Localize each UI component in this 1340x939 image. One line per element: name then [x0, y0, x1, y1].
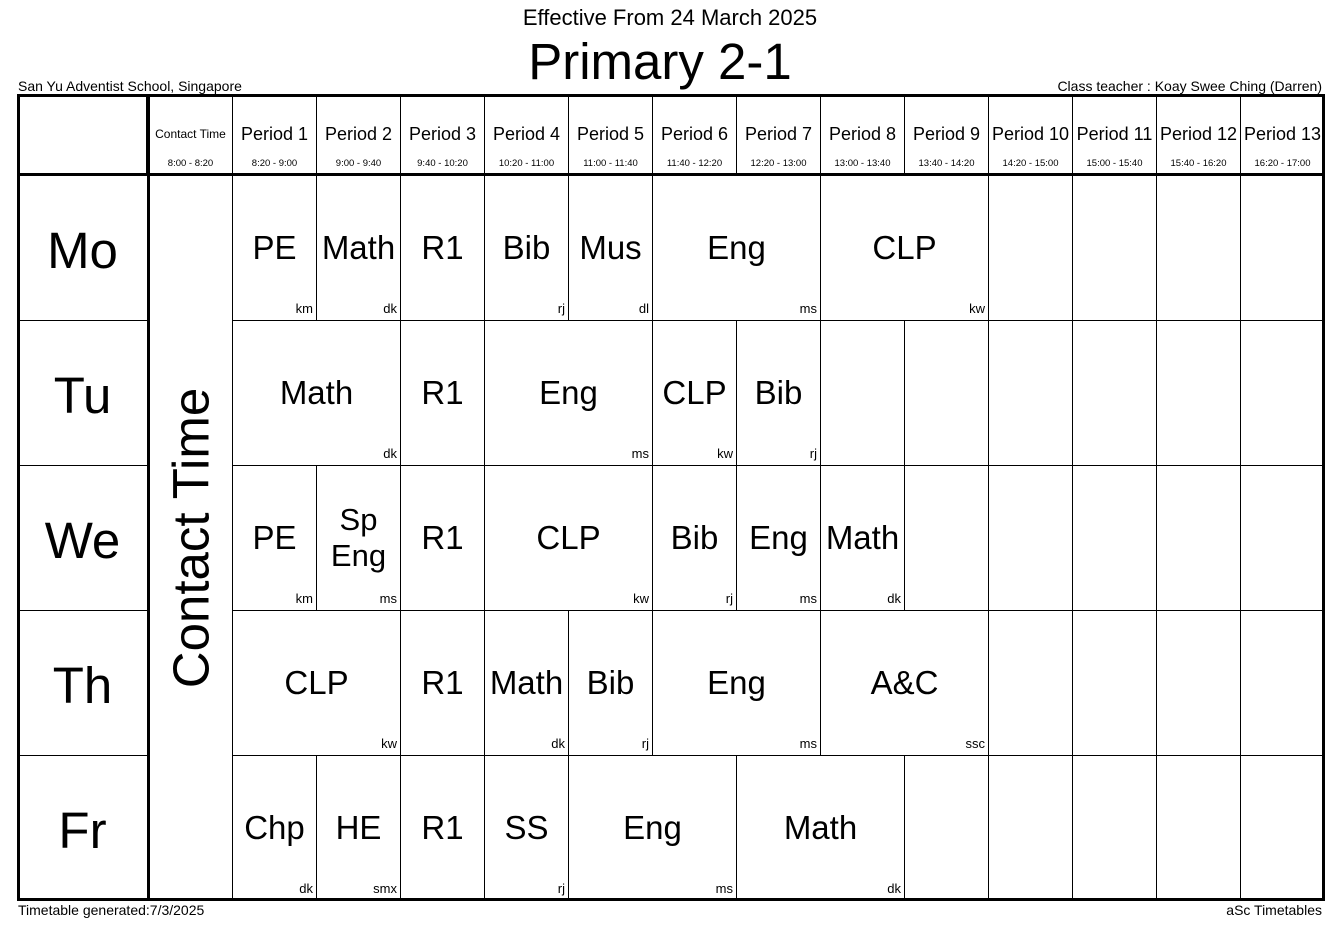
day-label: We	[44, 512, 121, 569]
school-name: San Yu Adventist School, Singapore	[18, 78, 242, 94]
lesson-cell	[401, 466, 485, 611]
class-teacher: Class teacher : Koay Swee Ching (Darren)	[1057, 78, 1322, 94]
lesson-subject: Bib	[754, 374, 803, 411]
empty-cell	[989, 176, 1073, 321]
lesson-subject: Eng	[707, 229, 766, 266]
empty-cell	[1073, 466, 1157, 611]
lesson-subject: Math	[321, 229, 396, 266]
lesson-subject: CLP	[536, 519, 601, 556]
lesson-subject: R1	[421, 809, 464, 846]
lesson-cell	[233, 321, 401, 466]
lesson-subject: R1	[421, 519, 464, 556]
lesson-cell	[821, 176, 989, 321]
period-time: 14:20 - 15:00	[1002, 158, 1059, 169]
header-period-4	[485, 94, 569, 176]
lesson-cell	[485, 466, 653, 611]
day-cell-th	[17, 611, 149, 756]
header-period-10	[989, 94, 1073, 176]
empty-cell	[1073, 321, 1157, 466]
lesson-teacher: ssc	[965, 736, 985, 751]
lesson-teacher: ms	[715, 881, 733, 896]
period-label: Period 5	[576, 124, 645, 144]
day-label: Fr	[58, 802, 107, 859]
empty-cell	[1073, 176, 1157, 321]
header-period-2	[317, 94, 401, 176]
period-label: Contact Time	[155, 127, 226, 141]
lesson-teacher: km	[295, 591, 313, 606]
lesson-subject: PE	[252, 229, 297, 266]
period-time: 9:40 - 10:20	[417, 158, 468, 169]
header-period-12	[1157, 94, 1241, 176]
lesson-cell	[737, 466, 821, 611]
lesson-cell	[569, 611, 653, 756]
lesson-subject: Math	[489, 664, 564, 701]
period-time: 16:20 - 17:00	[1254, 158, 1311, 169]
period-label: Period 10	[991, 124, 1070, 144]
day-label: Th	[52, 657, 113, 714]
lesson-teacher: ms	[799, 736, 817, 751]
lesson-subject: Math	[825, 519, 900, 556]
lesson-cell	[653, 466, 737, 611]
empty-cell	[989, 756, 1073, 901]
period-label: Period 1	[240, 124, 309, 144]
lesson-subject: R1	[421, 664, 464, 701]
lesson-subject: Bib	[670, 519, 719, 556]
lesson-teacher: kw	[381, 736, 397, 751]
lesson-subject: SS	[504, 809, 549, 846]
period-label: Period 13	[1243, 124, 1322, 144]
lesson-cell	[401, 756, 485, 901]
lesson-cell	[653, 176, 821, 321]
lesson-cell	[233, 466, 317, 611]
day-cell-fr	[17, 756, 149, 901]
lesson-teacher: rj	[557, 881, 565, 896]
lesson-subject: Eng	[707, 664, 766, 701]
lesson-cell	[317, 466, 401, 611]
empty-cell	[821, 321, 905, 466]
lesson-subject: Bib	[502, 229, 551, 266]
lesson-teacher: kw	[717, 446, 733, 461]
lesson-teacher: ms	[631, 446, 649, 461]
empty-cell	[1241, 176, 1325, 321]
period-time: 9:00 - 9:40	[335, 158, 382, 169]
lesson-teacher: ms	[379, 591, 397, 606]
lesson-cell	[233, 176, 317, 321]
lesson-subject: Eng	[539, 374, 598, 411]
corner-cell	[17, 94, 149, 176]
empty-cell	[905, 756, 989, 901]
lesson-cell	[821, 611, 989, 756]
lesson-cell	[569, 756, 737, 901]
lesson-subject: PE	[252, 519, 297, 556]
header-contact-time	[149, 94, 233, 176]
header-period-3	[401, 94, 485, 176]
empty-cell	[1157, 611, 1241, 756]
empty-cell	[1073, 756, 1157, 901]
lesson-teacher: rj	[809, 446, 817, 461]
lesson-subject: CLP	[662, 374, 727, 411]
period-label: Period 6	[660, 124, 729, 144]
day-cell-tu	[17, 321, 149, 466]
header-period-8	[821, 94, 905, 176]
empty-cell	[1157, 466, 1241, 611]
period-time: 13:40 - 14:20	[918, 158, 975, 169]
header-period-9	[905, 94, 989, 176]
lesson-subject: Eng	[749, 519, 808, 556]
lesson-subject: Eng	[623, 809, 682, 846]
lesson-teacher: ms	[799, 591, 817, 606]
empty-cell	[1157, 176, 1241, 321]
lesson-teacher: dk	[383, 446, 397, 461]
lesson-cell	[401, 176, 485, 321]
lesson-teacher: kw	[633, 591, 649, 606]
lesson-subject: A&C	[870, 664, 939, 701]
period-time: 8:00 - 8:20	[167, 158, 214, 169]
period-label: Period 4	[492, 124, 561, 144]
lesson-teacher: rj	[725, 591, 733, 606]
timetable-grid	[17, 94, 1325, 901]
lesson-cell	[317, 756, 401, 901]
lesson-subject: HE	[335, 809, 382, 846]
period-label: Period 8	[828, 124, 897, 144]
header-period-11	[1073, 94, 1157, 176]
header-period-7	[737, 94, 821, 176]
empty-cell	[989, 466, 1073, 611]
day-cell-we	[17, 466, 149, 611]
empty-cell	[905, 466, 989, 611]
lesson-cell	[653, 611, 821, 756]
lesson-cell	[821, 466, 905, 611]
period-time: 12:20 - 13:00	[750, 158, 807, 169]
period-label: Period 7	[744, 124, 813, 144]
header-period-6	[653, 94, 737, 176]
header-period-13	[1241, 94, 1325, 176]
lesson-teacher: dk	[551, 736, 565, 751]
lesson-cell	[737, 756, 905, 901]
period-time: 13:00 - 13:40	[834, 158, 891, 169]
lesson-cell	[485, 176, 569, 321]
empty-cell	[1157, 321, 1241, 466]
empty-cell	[1241, 321, 1325, 466]
empty-cell	[989, 321, 1073, 466]
day-column-divider	[147, 94, 150, 901]
lesson-teacher: rj	[641, 736, 649, 751]
lesson-cell	[401, 611, 485, 756]
lesson-subject: Math	[279, 374, 354, 411]
period-time: 8:20 - 9:00	[251, 158, 298, 169]
lesson-subject: Sp Eng	[330, 502, 387, 573]
contact-time-label: Contact Time	[162, 387, 219, 689]
lesson-teacher: dl	[638, 301, 649, 316]
period-label: Period 9	[912, 124, 981, 144]
lesson-subject: Chp	[244, 809, 305, 846]
lesson-cell	[401, 321, 485, 466]
empty-cell	[1241, 611, 1325, 756]
lesson-subject: Math	[783, 809, 858, 846]
lesson-cell	[569, 176, 653, 321]
lesson-cell	[317, 176, 401, 321]
day-cell-mo	[17, 176, 149, 321]
period-time: 15:40 - 16:20	[1170, 158, 1227, 169]
period-label: Period 3	[408, 124, 477, 144]
lesson-cell	[485, 611, 569, 756]
period-time: 10:20 - 11:00	[498, 158, 555, 169]
brand-label: aSc Timetables	[1226, 902, 1322, 918]
lesson-cell	[485, 756, 569, 901]
lesson-subject: CLP	[872, 229, 937, 266]
lesson-teacher: dk	[383, 301, 397, 316]
empty-cell	[1157, 756, 1241, 901]
lesson-cell	[485, 321, 653, 466]
empty-cell	[1073, 611, 1157, 756]
lesson-teacher: kw	[969, 301, 985, 316]
page-title: Primary 2-1	[528, 33, 792, 90]
period-time: 11:40 - 12:20	[666, 158, 723, 169]
lesson-cell	[653, 321, 737, 466]
period-time: 15:00 - 15:40	[1086, 158, 1143, 169]
lesson-teacher: rj	[557, 301, 565, 316]
period-label: Period 11	[1076, 124, 1153, 144]
period-label: Period 12	[1159, 124, 1238, 144]
empty-cell	[905, 321, 989, 466]
period-label: Period 2	[324, 124, 393, 144]
header-period-5	[569, 94, 653, 176]
lesson-teacher: dk	[299, 881, 313, 896]
day-label: Tu	[53, 367, 112, 424]
lesson-subject: R1	[421, 229, 464, 266]
lesson-teacher: dk	[887, 591, 901, 606]
lesson-subject: Bib	[586, 664, 635, 701]
lesson-teacher: ms	[799, 301, 817, 316]
lesson-teacher: km	[295, 301, 313, 316]
lesson-cell	[233, 611, 401, 756]
lesson-cell	[737, 321, 821, 466]
effective-date: Effective From 24 March 2025	[522, 5, 818, 30]
lesson-cell	[233, 756, 317, 901]
generated-date: Timetable generated:7/3/2025	[18, 902, 205, 918]
lesson-subject: R1	[421, 374, 464, 411]
lesson-subject: CLP	[284, 664, 349, 701]
empty-cell	[1241, 466, 1325, 611]
empty-cell	[989, 611, 1073, 756]
contact-time-column	[149, 176, 233, 901]
period-time: 11:00 - 11:40	[583, 158, 638, 169]
lesson-subject: Mus	[579, 229, 642, 266]
header-period-1	[233, 94, 317, 176]
lesson-teacher: dk	[887, 881, 901, 896]
day-label: Mo	[47, 222, 118, 279]
empty-cell	[1241, 756, 1325, 901]
lesson-teacher: smx	[373, 881, 397, 896]
